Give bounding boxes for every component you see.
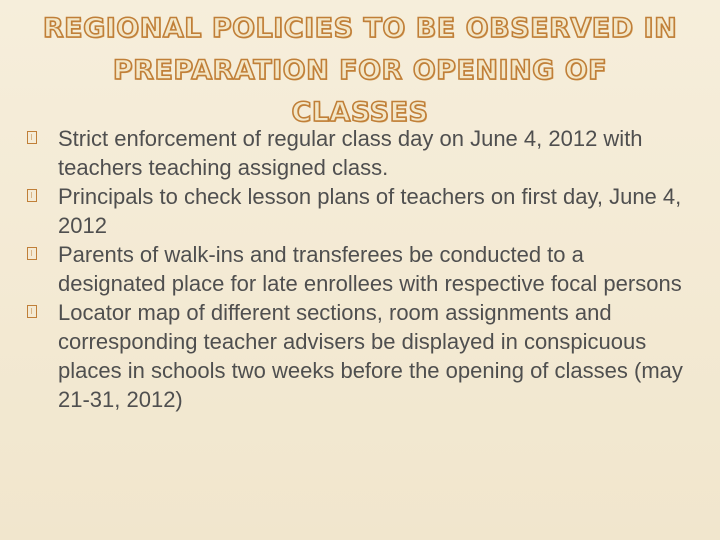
- title-line-2: PREPARATION FOR OPENING OF CLASSES: [112, 55, 608, 128]
- box-bullet-icon: [27, 305, 37, 318]
- bullet-text: Strict enforcement of regular class day on June 4, 2012 with teachers teaching assigned class.: [58, 126, 643, 180]
- bullet-text: Locator map of different sections, room assignments and corresponding teacher advisers be displayed in conspicuous places in schools two weeks before the opening of classes (may 21-31, 2012): [58, 300, 683, 412]
- box-bullet-icon: [27, 189, 37, 202]
- bullet-text: Principals to check lesson plans of teachers on first day, June 4, 2012: [58, 184, 682, 238]
- slide-title: [40, 8, 680, 134]
- box-bullet-icon: [27, 131, 37, 144]
- bullet-item: [24, 298, 694, 414]
- bullet-text: Parents of walk-ins and transferees be conducted to a designated place for late enrollees with respective focal persons: [58, 242, 682, 296]
- box-bullet-icon: [27, 247, 37, 260]
- bullet-item: [24, 182, 694, 240]
- title-line-1: REGIONAL POLICIES TO BE OBSERVED IN: [42, 13, 678, 44]
- bullet-item: [24, 240, 694, 298]
- bullet-item: [24, 124, 694, 182]
- bullet-list: [24, 124, 694, 414]
